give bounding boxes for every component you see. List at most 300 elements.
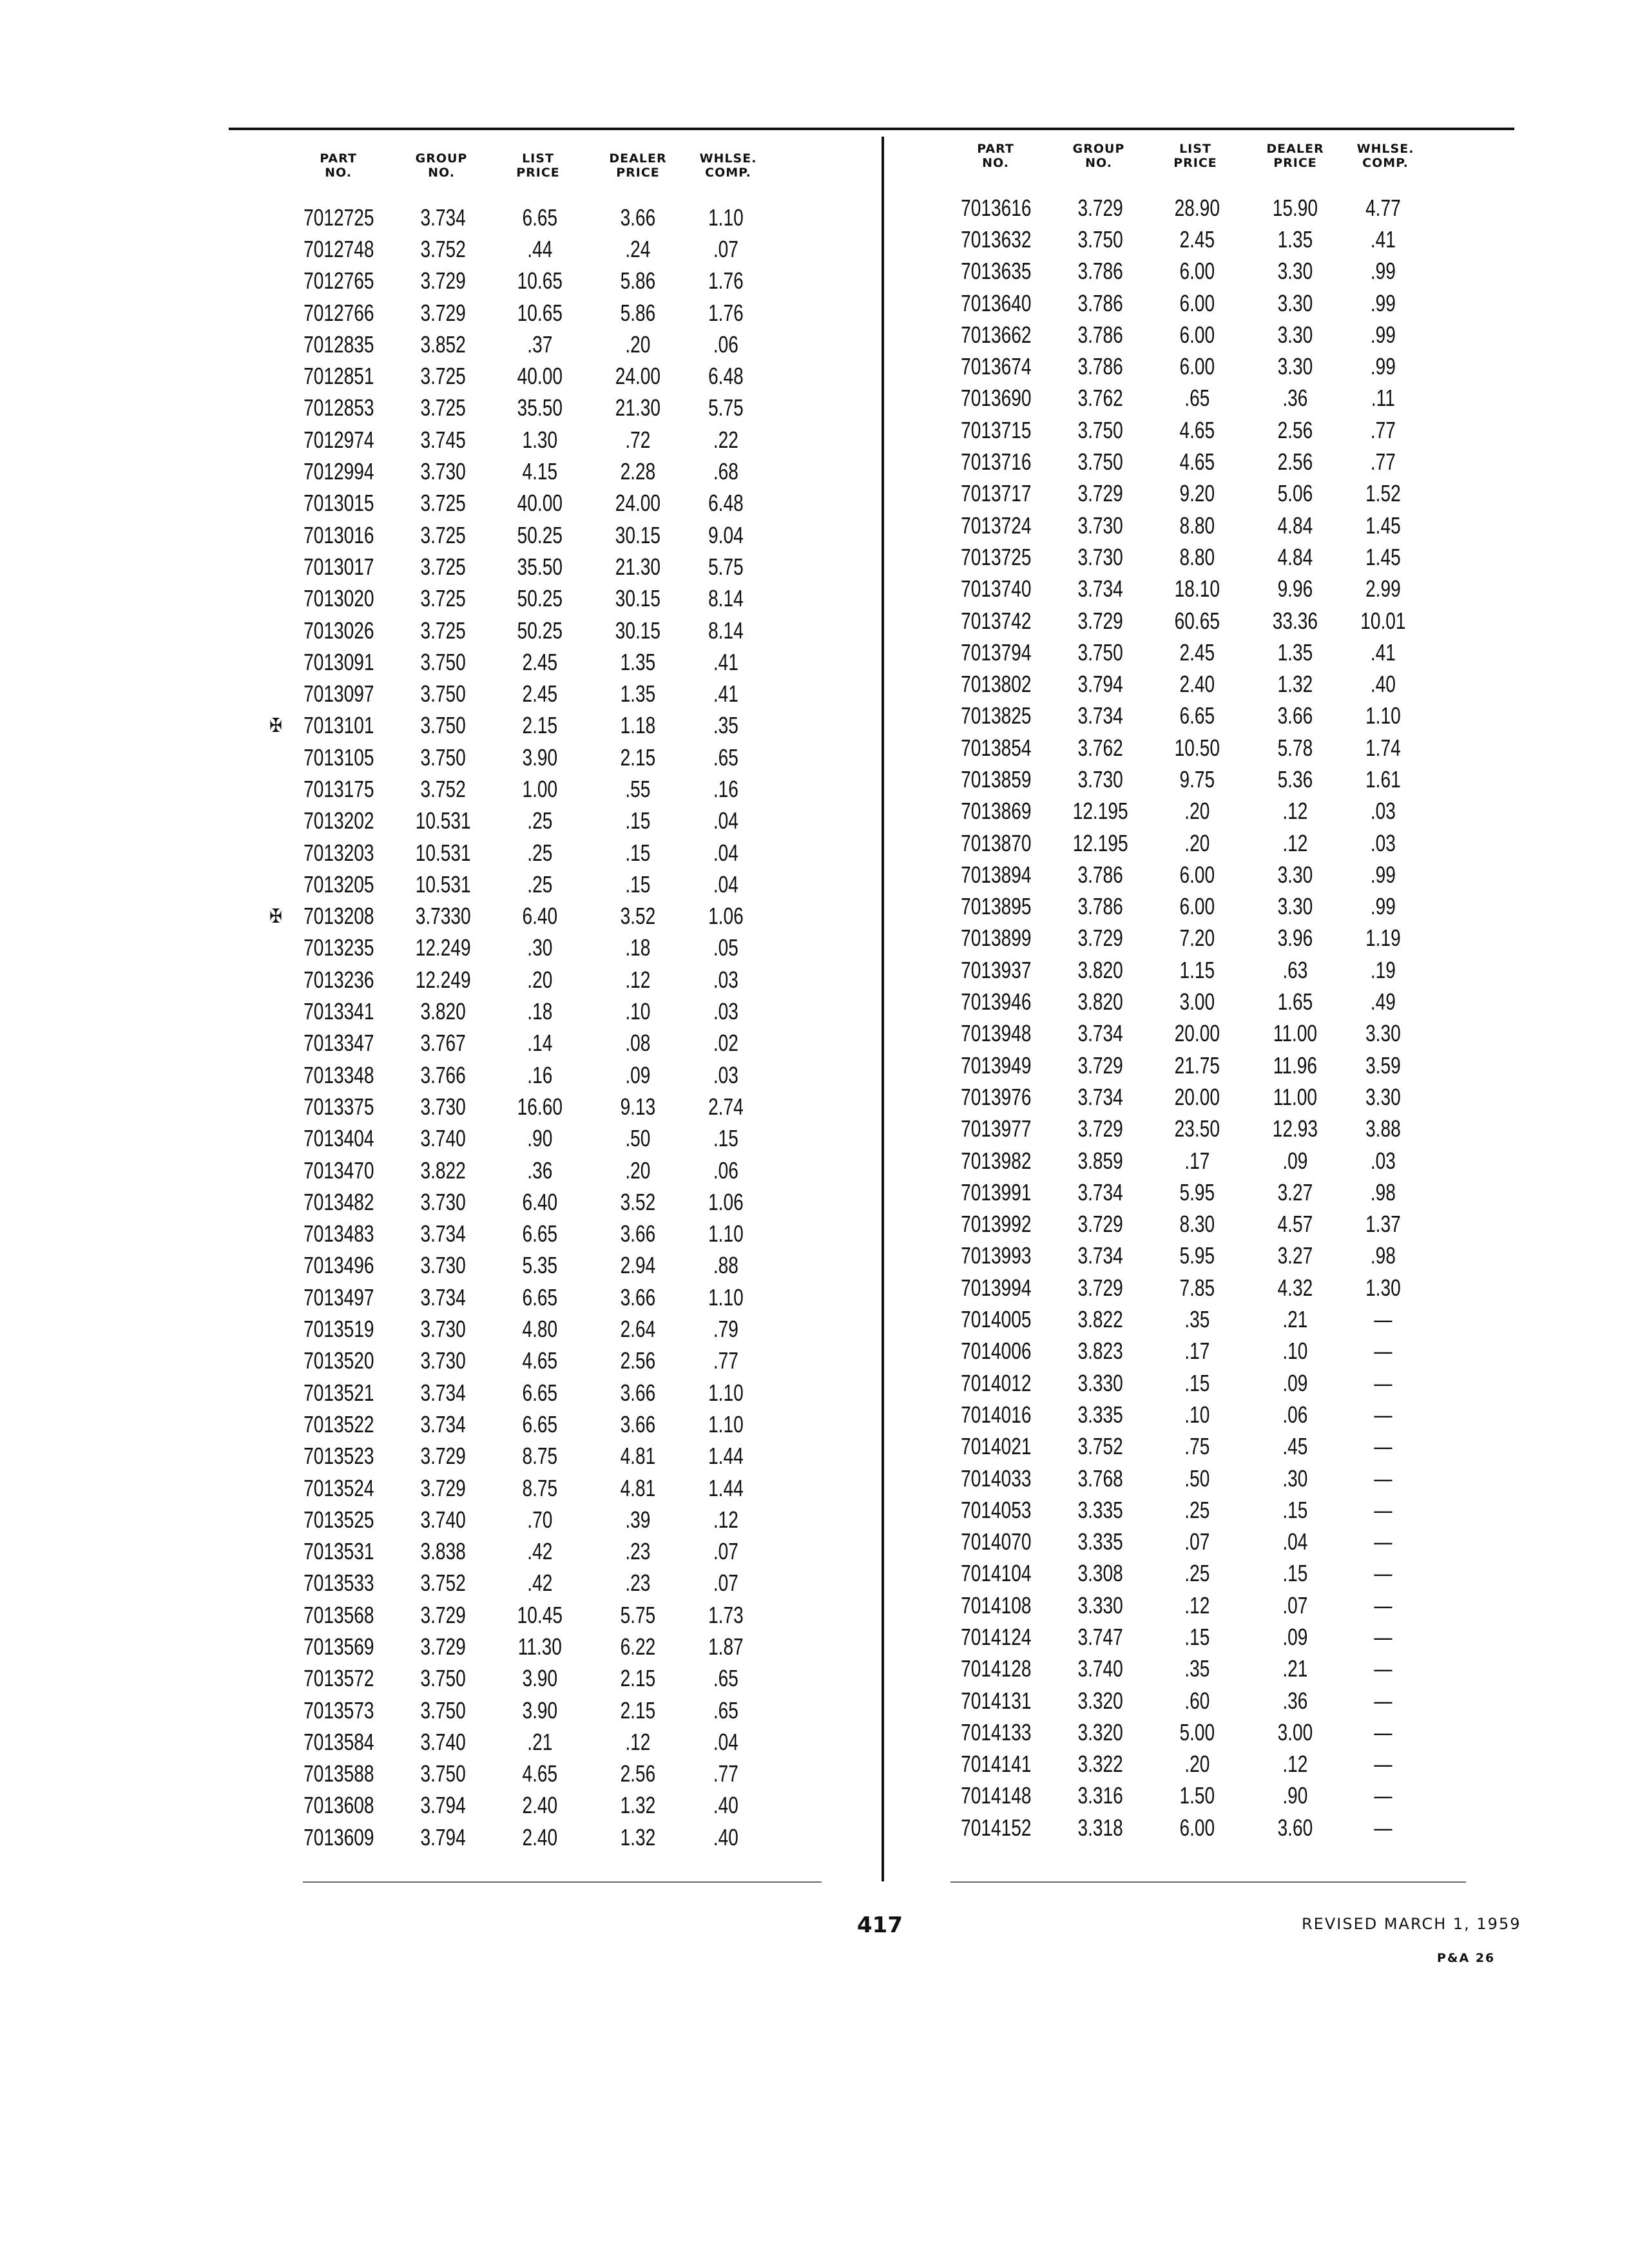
table-row xyxy=(941,383,1421,414)
table-row xyxy=(284,233,764,265)
cell-list-price: 8.75 xyxy=(522,1474,558,1501)
table-row xyxy=(941,287,1421,319)
cell-group-no: 3.794 xyxy=(1077,671,1123,698)
cell-group-no: 3.729 xyxy=(1077,607,1123,634)
cell-list-price: .65 xyxy=(1184,385,1210,412)
table-row xyxy=(284,1599,764,1631)
cell-group-no: 3.330 xyxy=(1077,1369,1123,1396)
cell-dealer-price: 3.30 xyxy=(1277,893,1313,920)
table-row xyxy=(941,1145,1421,1177)
table-row xyxy=(941,1621,1421,1653)
cell-dealer-price: .23 xyxy=(625,1570,651,1597)
cell-part-no: 7013992 xyxy=(961,1211,1032,1238)
cell-whlse-comp: .41 xyxy=(713,648,738,675)
cell-list-price: 5.00 xyxy=(1179,1718,1215,1745)
cell-group-no: 3.335 xyxy=(1077,1496,1123,1523)
right-table-header xyxy=(941,142,1556,192)
cell-list-price: 5.35 xyxy=(522,1252,558,1279)
cell-list-price: .70 xyxy=(527,1506,553,1533)
cell-dealer-price: 2.15 xyxy=(620,744,656,771)
cell-list-price: 6.65 xyxy=(522,1379,558,1406)
cell-dealer-price: 3.30 xyxy=(1277,861,1313,888)
cell-part-no: 7013616 xyxy=(961,194,1032,221)
cell-dealer-price: .39 xyxy=(625,1506,651,1533)
right-table-body xyxy=(941,192,1556,1843)
cell-whlse-comp: — xyxy=(1374,1751,1393,1778)
table-row xyxy=(269,710,764,742)
cell-list-price: 4.65 xyxy=(522,1347,558,1374)
cell-whlse-comp: .49 xyxy=(1370,988,1396,1015)
cell-list-price: 6.40 xyxy=(522,903,558,930)
cell-list-price: 2.45 xyxy=(522,648,558,675)
table-row xyxy=(284,329,764,360)
cell-list-price: 2.45 xyxy=(522,680,558,707)
table-row xyxy=(941,1018,1421,1050)
table-row xyxy=(284,1535,764,1567)
cell-list-price: 6.65 xyxy=(522,1410,558,1437)
cell-whlse-comp: .02 xyxy=(713,1030,738,1057)
header-part-no: PART NO. xyxy=(977,142,1014,170)
cell-part-no: 7013825 xyxy=(961,702,1032,729)
cell-part-no: 7013235 xyxy=(304,934,374,961)
cell-whlse-comp: — xyxy=(1374,1369,1393,1396)
table-row xyxy=(284,995,764,1027)
table-row xyxy=(941,1431,1421,1463)
table-row xyxy=(941,668,1421,700)
cell-dealer-price: 1.18 xyxy=(620,712,656,739)
table-row xyxy=(284,678,764,709)
table-row xyxy=(941,732,1421,764)
table-row xyxy=(284,742,764,773)
cell-whlse-comp: 6.48 xyxy=(708,363,744,390)
cell-group-no: 3.750 xyxy=(420,744,466,771)
cell-list-price: 6.00 xyxy=(1179,321,1215,348)
cell-group-no: 3.322 xyxy=(1077,1751,1123,1778)
cell-part-no: 7013949 xyxy=(961,1052,1032,1079)
cell-part-no: 7013569 xyxy=(304,1633,374,1660)
cell-group-no: 3.786 xyxy=(1077,353,1123,380)
cell-dealer-price: 4.81 xyxy=(620,1443,656,1470)
cell-part-no: 7013572 xyxy=(304,1665,374,1692)
cell-part-no: 7013524 xyxy=(304,1474,374,1501)
cell-list-price: 8.75 xyxy=(522,1443,558,1470)
cell-part-no: 7013520 xyxy=(304,1347,374,1374)
cell-part-no: 7013869 xyxy=(961,798,1032,825)
table-row xyxy=(284,1186,764,1218)
cell-group-no: 3.734 xyxy=(1077,1178,1123,1206)
cell-whlse-comp: .41 xyxy=(1370,226,1396,253)
cell-group-no: 3.820 xyxy=(1077,956,1123,983)
cell-list-price: 16.60 xyxy=(517,1093,563,1120)
cell-list-price: 50.25 xyxy=(517,585,563,612)
cell-whlse-comp: .65 xyxy=(713,1696,738,1724)
cell-list-price: .90 xyxy=(527,1125,553,1152)
cell-group-no: 3.729 xyxy=(420,1474,466,1501)
cell-list-price: 6.00 xyxy=(1179,289,1215,316)
cell-whlse-comp: .77 xyxy=(1370,448,1396,476)
cell-whlse-comp: .98 xyxy=(1370,1178,1396,1206)
cell-part-no: 7013531 xyxy=(304,1538,374,1565)
cell-whlse-comp: 1.10 xyxy=(1365,702,1401,729)
cell-list-price: .15 xyxy=(1184,1369,1210,1396)
cell-whlse-comp: 1.76 xyxy=(708,267,744,294)
cell-whlse-comp: — xyxy=(1374,1306,1393,1333)
cell-part-no: 7013662 xyxy=(961,321,1032,348)
table-row xyxy=(284,1568,764,1599)
cell-list-price: .25 xyxy=(1184,1560,1210,1587)
cell-part-no: 7013522 xyxy=(304,1410,374,1437)
cell-part-no: 7013091 xyxy=(304,648,374,675)
cell-whlse-comp: — xyxy=(1374,1401,1393,1428)
cell-whlse-comp: 1.74 xyxy=(1365,734,1401,761)
cell-whlse-comp: 1.10 xyxy=(708,1220,744,1247)
cell-group-no: 3.729 xyxy=(420,299,466,326)
cell-whlse-comp: .40 xyxy=(713,1823,738,1850)
cell-group-no: 3.786 xyxy=(1077,258,1123,285)
cell-whlse-comp: .99 xyxy=(1370,289,1396,316)
cell-list-price: 2.40 xyxy=(522,1823,558,1850)
cell-whlse-comp: 1.19 xyxy=(1365,925,1401,952)
cell-part-no: 7013854 xyxy=(961,734,1032,761)
cell-group-no: 3.730 xyxy=(1077,512,1123,539)
cell-list-price: .14 xyxy=(527,1030,553,1057)
cell-dealer-price: .72 xyxy=(625,426,651,453)
cell-dealer-price: 5.86 xyxy=(620,267,656,294)
cell-whlse-comp: 1.10 xyxy=(708,1283,744,1311)
table-row xyxy=(284,1155,764,1186)
cell-dealer-price: .50 xyxy=(625,1125,651,1152)
cell-part-no: 7013348 xyxy=(304,1061,374,1088)
cell-dealer-price: 9.96 xyxy=(1277,575,1313,602)
cell-whlse-comp: 1.45 xyxy=(1365,543,1401,570)
cell-dealer-price: .15 xyxy=(1282,1560,1308,1587)
cell-dealer-price: .21 xyxy=(1282,1655,1308,1682)
cell-list-price: .35 xyxy=(1184,1306,1210,1333)
cell-group-no: 3.725 xyxy=(420,394,466,421)
table-row xyxy=(941,1050,1421,1081)
cell-whlse-comp: .68 xyxy=(713,458,738,485)
cell-whlse-comp: 5.75 xyxy=(708,553,744,580)
cell-group-no: 3.320 xyxy=(1077,1687,1123,1714)
cell-part-no: 7013946 xyxy=(961,988,1032,1015)
cell-dealer-price: .24 xyxy=(625,235,651,262)
table-row xyxy=(284,1441,764,1472)
cell-group-no: 3.859 xyxy=(1077,1147,1123,1174)
cell-list-price: .15 xyxy=(1184,1624,1210,1650)
table-row xyxy=(284,519,764,551)
cell-whlse-comp: .99 xyxy=(1370,861,1396,888)
table-row xyxy=(941,827,1421,859)
cell-part-no: 7014131 xyxy=(961,1687,1032,1714)
cell-list-price: .12 xyxy=(1184,1591,1210,1619)
cell-group-no: 3.7330 xyxy=(415,903,471,930)
cell-list-price: 9.20 xyxy=(1179,480,1215,507)
table-row xyxy=(284,1726,764,1758)
cell-whlse-comp: 3.30 xyxy=(1365,1083,1401,1110)
cell-list-price: 4.65 xyxy=(1179,448,1215,476)
cell-dealer-price: 5.86 xyxy=(620,299,656,326)
cell-whlse-comp: .99 xyxy=(1370,258,1396,285)
table-row xyxy=(941,1494,1421,1526)
table-row xyxy=(941,224,1421,255)
cell-list-price: 6.65 xyxy=(1179,702,1215,729)
cell-whlse-comp: 1.61 xyxy=(1365,765,1401,793)
table-row xyxy=(284,424,764,456)
cell-dealer-price: 2.15 xyxy=(620,1696,656,1724)
top-rule xyxy=(229,128,1514,130)
cell-dealer-price: 4.57 xyxy=(1277,1211,1313,1238)
table-row xyxy=(284,360,764,392)
cell-group-no: 3.729 xyxy=(1077,1052,1123,1079)
cell-dealer-price: .04 xyxy=(1282,1528,1308,1555)
table-row xyxy=(284,805,764,837)
cell-whlse-comp: 1.44 xyxy=(708,1443,744,1470)
cell-part-no: 7013568 xyxy=(304,1601,374,1628)
cell-part-no: 7014033 xyxy=(961,1465,1032,1492)
cell-whlse-comp: 1.73 xyxy=(708,1601,744,1628)
cell-part-no: 7013794 xyxy=(961,639,1032,666)
table-row xyxy=(284,932,764,964)
table-row xyxy=(941,541,1421,573)
header-group-no: GROUP NO. xyxy=(1072,142,1125,170)
cell-part-no: 7013483 xyxy=(304,1220,374,1247)
cell-dealer-price: 30.15 xyxy=(615,617,661,644)
cell-list-price: 11.30 xyxy=(517,1633,562,1660)
cell-part-no: 7013690 xyxy=(961,385,1032,412)
cell-dealer-price: 2.56 xyxy=(620,1347,656,1374)
cell-list-price: 20.00 xyxy=(1174,1020,1220,1047)
cell-dealer-price: 2.64 xyxy=(620,1316,656,1343)
cell-group-no: 3.766 xyxy=(420,1061,466,1088)
header-whlse-comp: WHLSE. COMP. xyxy=(1356,142,1414,170)
cell-dealer-price: .15 xyxy=(625,870,651,898)
cell-part-no: 7013347 xyxy=(304,1030,374,1057)
table-row xyxy=(941,1399,1421,1430)
cell-whlse-comp: .03 xyxy=(713,966,738,993)
cell-dealer-price: .90 xyxy=(1282,1782,1308,1809)
cell-group-no: 3.316 xyxy=(1077,1782,1123,1809)
cell-whlse-comp: — xyxy=(1374,1591,1393,1619)
new-item-marker-icon: ✠ xyxy=(269,714,282,737)
cell-group-no: 12.249 xyxy=(415,934,471,961)
cell-dealer-price: 21.30 xyxy=(615,553,661,580)
cell-group-no: 3.335 xyxy=(1077,1528,1123,1555)
cell-list-price: .37 xyxy=(527,331,553,358)
table-row xyxy=(269,901,764,932)
cell-whlse-comp: .41 xyxy=(1370,639,1396,666)
cell-group-no: 3.820 xyxy=(420,998,466,1025)
cell-group-no: 3.786 xyxy=(1077,321,1123,348)
cell-group-no: 3.734 xyxy=(420,1379,466,1406)
cell-list-price: .20 xyxy=(1184,829,1210,856)
cell-group-no: 3.330 xyxy=(1077,1591,1123,1619)
table-row xyxy=(941,1177,1421,1208)
cell-group-no: 3.320 xyxy=(1077,1718,1123,1745)
cell-dealer-price: .09 xyxy=(1282,1147,1308,1174)
cell-group-no: 3.734 xyxy=(1077,702,1123,729)
table-row xyxy=(284,646,764,678)
cell-list-price: .44 xyxy=(527,235,553,262)
cell-dealer-price: 2.56 xyxy=(1277,416,1313,443)
cell-dealer-price: 1.35 xyxy=(620,680,656,707)
cell-dealer-price: 2.28 xyxy=(620,458,656,485)
cell-whlse-comp: .41 xyxy=(713,680,738,707)
cell-list-price: 6.65 xyxy=(522,1220,558,1247)
cell-dealer-price: .30 xyxy=(1282,1465,1308,1492)
cell-list-price: 6.00 xyxy=(1179,893,1215,920)
cell-group-no: 3.786 xyxy=(1077,861,1123,888)
cell-group-no: 3.734 xyxy=(420,1220,466,1247)
table-row xyxy=(284,583,764,615)
cell-whlse-comp: .03 xyxy=(1370,798,1396,825)
cell-group-no: 3.852 xyxy=(420,331,466,358)
cell-list-price: 6.65 xyxy=(522,1283,558,1311)
table-row xyxy=(941,764,1421,795)
cell-whlse-comp: .11 xyxy=(1371,385,1395,412)
cell-group-no: 3.762 xyxy=(1077,734,1123,761)
cell-list-price: 8.80 xyxy=(1179,512,1215,539)
cell-whlse-comp: — xyxy=(1374,1433,1393,1460)
cell-dealer-price: 2.56 xyxy=(1277,448,1313,476)
cell-list-price: 8.30 xyxy=(1179,1211,1215,1238)
header-group-no: GROUP NO. xyxy=(415,151,468,180)
table-row xyxy=(284,1377,764,1408)
revision-date: REVISED MARCH 1, 1959 xyxy=(1302,1915,1521,1933)
cell-list-price: .75 xyxy=(1184,1433,1210,1460)
cell-part-no: 7013635 xyxy=(961,258,1032,285)
table-row xyxy=(284,1504,764,1535)
cell-whlse-comp: .12 xyxy=(713,1506,738,1533)
cell-part-no: 7013993 xyxy=(961,1242,1032,1269)
cell-dealer-price: 3.52 xyxy=(620,1188,656,1215)
cell-dealer-price: 5.36 xyxy=(1277,765,1313,793)
cell-dealer-price: .18 xyxy=(625,934,651,961)
cell-dealer-price: .10 xyxy=(1282,1338,1308,1365)
cell-group-no: 3.734 xyxy=(420,204,466,231)
cell-part-no: 7013470 xyxy=(304,1157,374,1184)
right-bottom-rule xyxy=(950,1881,1466,1883)
table-row xyxy=(284,1821,764,1853)
cell-whlse-comp: .05 xyxy=(713,934,738,961)
table-row xyxy=(941,414,1421,446)
cell-part-no: 7013573 xyxy=(304,1696,374,1724)
cell-group-no: 3.734 xyxy=(1077,1020,1123,1047)
header-list-price: LIST PRICE xyxy=(516,151,560,180)
cell-part-no: 7012765 xyxy=(304,267,374,294)
cell-whlse-comp: 6.48 xyxy=(708,490,744,517)
cell-whlse-comp: .03 xyxy=(1370,1147,1396,1174)
cell-part-no: 7013859 xyxy=(961,765,1032,793)
cell-whlse-comp: 1.06 xyxy=(708,903,744,930)
cell-part-no: 7014016 xyxy=(961,1401,1032,1428)
cell-dealer-price: 4.84 xyxy=(1277,512,1313,539)
cell-list-price: 10.50 xyxy=(1174,734,1220,761)
cell-whlse-comp: 1.37 xyxy=(1365,1211,1401,1238)
cell-part-no: 7013533 xyxy=(304,1570,374,1597)
table-row xyxy=(284,1123,764,1155)
table-row xyxy=(941,1081,1421,1113)
cell-part-no: 7013105 xyxy=(304,744,374,771)
cell-dealer-price: 1.35 xyxy=(1277,226,1313,253)
cell-part-no: 7013948 xyxy=(961,1020,1032,1047)
table-row xyxy=(941,1240,1421,1272)
cell-whlse-comp: 1.45 xyxy=(1365,512,1401,539)
cell-whlse-comp: — xyxy=(1374,1338,1393,1365)
cell-list-price: .17 xyxy=(1184,1147,1210,1174)
table-row xyxy=(941,605,1421,637)
cell-list-price: 6.65 xyxy=(522,204,558,231)
cell-part-no: 7013519 xyxy=(304,1316,374,1343)
cell-dealer-price: 1.35 xyxy=(1277,639,1313,666)
cell-list-price: .21 xyxy=(527,1728,553,1755)
cell-dealer-price: 1.65 xyxy=(1277,988,1313,1015)
table-row xyxy=(284,1218,764,1250)
cell-list-price: 40.00 xyxy=(517,363,563,390)
cell-list-price: 6.00 xyxy=(1179,861,1215,888)
cell-dealer-price: .12 xyxy=(1282,1751,1308,1778)
cell-list-price: .42 xyxy=(527,1538,553,1565)
cell-list-price: .07 xyxy=(1184,1528,1210,1555)
cell-group-no: 3.730 xyxy=(1077,543,1123,570)
cell-whlse-comp: .65 xyxy=(713,1665,738,1692)
cell-part-no: 7013742 xyxy=(961,607,1032,634)
cell-list-price: 2.45 xyxy=(1179,639,1215,666)
cell-list-price: 21.75 xyxy=(1174,1052,1220,1079)
cell-whlse-comp: 8.14 xyxy=(708,617,744,644)
cell-dealer-price: 4.81 xyxy=(620,1474,656,1501)
cell-dealer-price: .08 xyxy=(625,1030,651,1057)
cell-list-price: .18 xyxy=(527,998,553,1025)
cell-group-no: 3.750 xyxy=(420,680,466,707)
cell-dealer-price: 3.66 xyxy=(620,1220,656,1247)
cell-part-no: 7014070 xyxy=(961,1528,1032,1555)
cell-dealer-price: .12 xyxy=(1282,829,1308,856)
cell-group-no: 3.768 xyxy=(1077,1465,1123,1492)
cell-whlse-comp: 2.74 xyxy=(708,1093,744,1120)
cell-group-no: 3.335 xyxy=(1077,1401,1123,1428)
cell-group-no: 3.734 xyxy=(420,1283,466,1311)
table-row xyxy=(284,869,764,900)
cell-whlse-comp: 3.30 xyxy=(1365,1020,1401,1047)
cell-whlse-comp: — xyxy=(1374,1496,1393,1523)
cell-group-no: 3.318 xyxy=(1077,1814,1123,1841)
table-row xyxy=(941,1749,1421,1780)
cell-whlse-comp: .15 xyxy=(713,1125,738,1152)
cell-group-no: 3.740 xyxy=(420,1506,466,1533)
table-row xyxy=(941,1653,1421,1685)
cell-dealer-price: .09 xyxy=(625,1061,651,1088)
cell-whlse-comp: — xyxy=(1374,1465,1393,1492)
table-row xyxy=(941,1716,1421,1748)
cell-part-no: 7013994 xyxy=(961,1274,1032,1301)
cell-whlse-comp: 1.10 xyxy=(708,204,744,231)
cell-dealer-price: 1.35 xyxy=(620,648,656,675)
cell-dealer-price: .23 xyxy=(625,1538,651,1565)
cell-group-no: 3.823 xyxy=(1077,1338,1123,1365)
cell-list-price: .25 xyxy=(527,839,553,866)
table-row xyxy=(941,859,1421,890)
cell-group-no: 3.725 xyxy=(420,553,466,580)
cell-list-price: 1.00 xyxy=(522,775,558,802)
table-row xyxy=(941,192,1421,224)
cell-whlse-comp: .03 xyxy=(713,1061,738,1088)
cell-list-price: 10.65 xyxy=(517,267,563,294)
cell-group-no: 3.752 xyxy=(1077,1433,1123,1460)
cell-part-no: 7013496 xyxy=(304,1252,374,1279)
cell-part-no: 7013584 xyxy=(304,1728,374,1755)
cell-whlse-comp: .03 xyxy=(713,998,738,1025)
cell-part-no: 7013404 xyxy=(304,1125,374,1152)
